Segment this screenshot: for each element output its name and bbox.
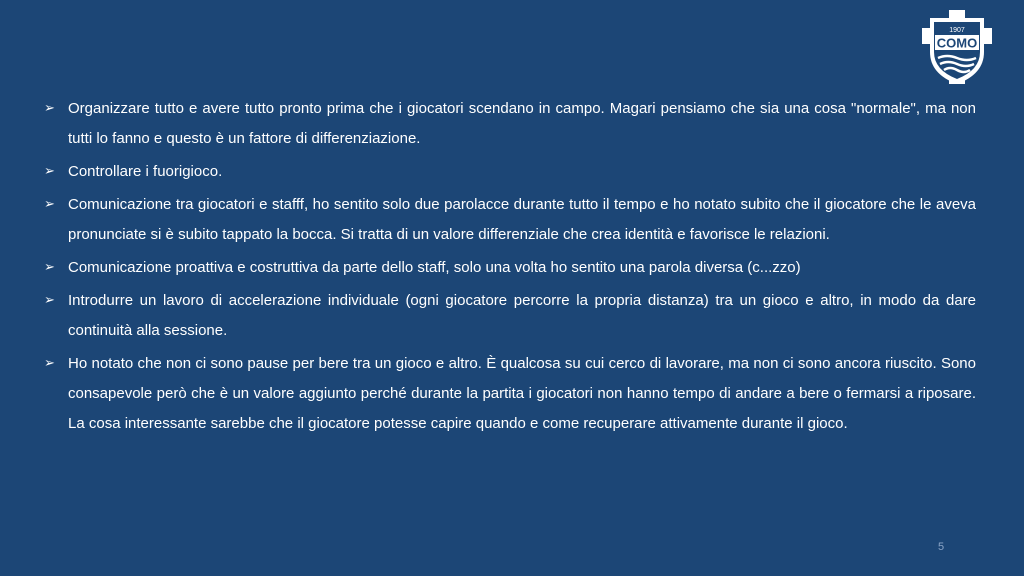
bullet-text: Controllare i fuorigioco. bbox=[68, 163, 223, 180]
bullet-text: Ho notato che non ci sono pause per bere tra un gioco e altro. È qualcosa su cui cerco di lavorare, ma non ci sono ancora riuscito. Sono consapevole però che è un valore aggiunto perché durante la partita i giocatori non hanno tempo di andare a bere o fermarsi a riposare. La cosa interessante sarebbe che il giocatore potesse capire quando e come recuperare attivamente durante il gioco. bbox=[68, 355, 976, 432]
bullet-item bbox=[44, 190, 976, 250]
crest-icon bbox=[920, 8, 994, 86]
arrow-bullet-icon: ➢ bbox=[44, 197, 55, 212]
bullet-text: Comunicazione proattiva e costruttiva da parte dello staff, solo una volta ho sentito una parola diversa (c...zzo) bbox=[68, 259, 801, 276]
bullet-item bbox=[44, 286, 976, 346]
como-crest-logo bbox=[920, 8, 994, 86]
bullet-item bbox=[44, 349, 976, 439]
bullet-item bbox=[44, 253, 976, 283]
arrow-bullet-icon: ➢ bbox=[44, 101, 55, 116]
bullet-item bbox=[44, 157, 976, 187]
arrow-bullet-icon: ➢ bbox=[44, 260, 55, 275]
page-number: 5 bbox=[938, 541, 945, 553]
logo-name: COMO bbox=[936, 35, 978, 51]
arrow-bullet-icon: ➢ bbox=[44, 164, 55, 179]
bullet-text: Organizzare tutto e avere tutto pronto prima che i giocatori scendano in campo. Magari pensiamo che sia una cosa "normale", ma non tutti lo fanno e questo è un fattore di differenziazione. bbox=[68, 100, 976, 147]
logo-year: 1907 bbox=[949, 27, 965, 34]
bullet-item bbox=[44, 94, 976, 154]
arrow-bullet-icon: ➢ bbox=[44, 293, 55, 308]
arrow-bullet-icon: ➢ bbox=[44, 356, 55, 371]
bullet-text: Introdurre un lavoro di accelerazione individuale (ogni giocatore percorre la propria distanza) tra un gioco e altro, in modo da dare continuità alla sessione. bbox=[68, 292, 976, 339]
bullet-text: Comunicazione tra giocatori e stafff, ho sentito solo due parolacce durante tutto il tempo e ho notato subito che il giocatore che le aveva pronunciate si è subito tappato la bocca. Si tratta di un valore differenziale che crea identità e favorisce le relazioni. bbox=[68, 196, 976, 243]
bullet-list bbox=[44, 94, 976, 442]
